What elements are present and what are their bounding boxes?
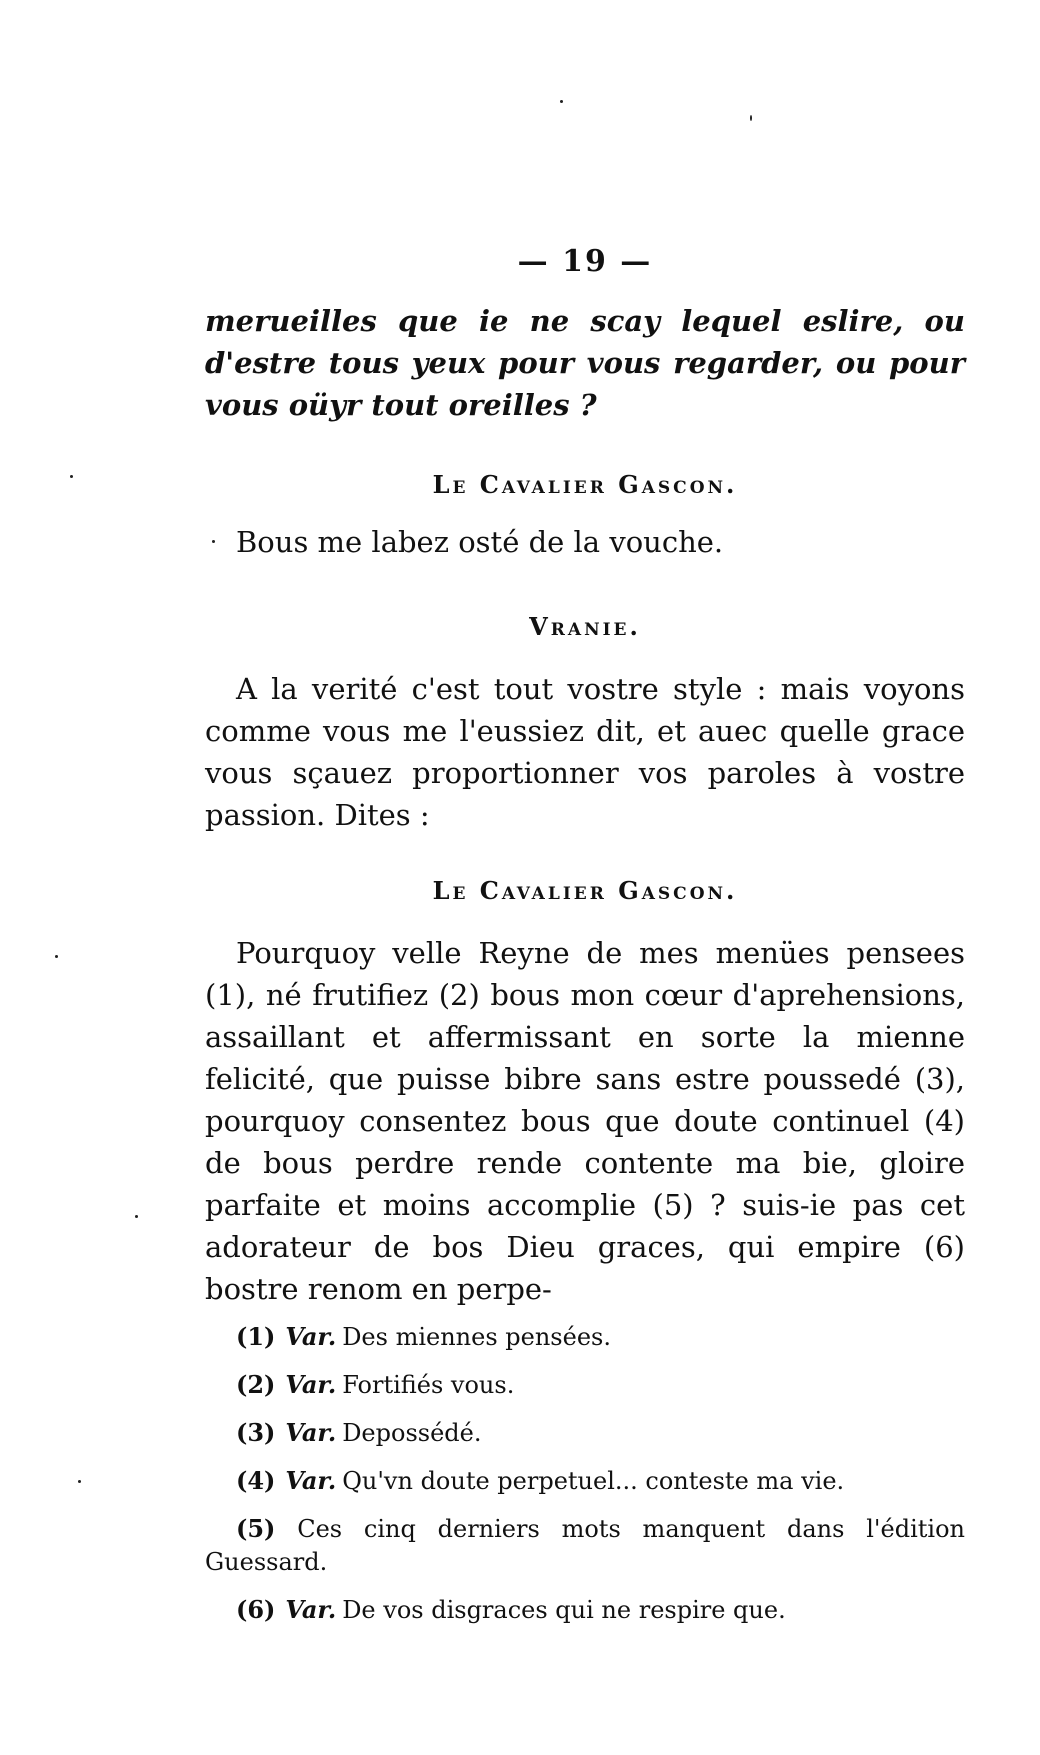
footnote	[205, 1416, 965, 1450]
footnote-number: (4)	[236, 1466, 276, 1495]
dialogue-paragraph: A la verité c'est tout vostre style : mais voyons comme vous me l'eussiez dit, et auec quelle grace vous sçauez proportionner vos paroles à vostre passion. Dites :	[205, 672, 965, 832]
opening-italic-text: merueilles que ie ne scay lequel eslire, ou d'estre tous yeux pour vous regarder, ou pour vous oüyr tout oreilles ?	[205, 304, 965, 422]
speaker-heading: Vranie.	[529, 612, 641, 641]
footnote-number: (5)	[236, 1514, 276, 1543]
footnote-number: (6)	[236, 1595, 276, 1624]
footnote-variant-label: Var.	[285, 1595, 337, 1624]
footnote	[205, 1512, 965, 1579]
scan-speck	[55, 955, 58, 958]
footnote-text: Depossédé.	[342, 1419, 482, 1447]
scan-speck	[560, 100, 563, 103]
footnote	[205, 1593, 965, 1627]
footnote-variant-label: Var.	[285, 1418, 337, 1447]
scan-speck	[78, 1480, 81, 1483]
footnote	[205, 1320, 965, 1354]
scan-speck	[135, 1215, 138, 1218]
dialogue-line: Bous me labez osté de la vouche.	[236, 525, 724, 559]
footnote-text: Des miennes pensées.	[342, 1323, 611, 1351]
footnote-text: Qu'vn doute perpetuel... conteste ma vie.	[342, 1467, 845, 1495]
footnote-variant-label: Var.	[285, 1322, 337, 1351]
speaker-heading: Le Cavalier Gascon.	[432, 876, 738, 905]
footnote-text: Fortifiés vous.	[342, 1371, 515, 1399]
footnote-number: (2)	[236, 1370, 276, 1399]
footnote-variant-label: Var.	[285, 1370, 337, 1399]
footnote	[205, 1464, 965, 1498]
footnote-text: Ces cinq derniers mots manquent dans l'édition Guessard.	[205, 1515, 965, 1576]
scan-speck	[750, 115, 752, 121]
page-number: — 19 —	[517, 244, 653, 279]
footnotes	[205, 1320, 965, 1641]
footnote-number: (1)	[236, 1322, 276, 1351]
footnote-number: (3)	[236, 1418, 276, 1447]
scan-speck	[212, 540, 215, 543]
speaker-heading: Le Cavalier Gascon.	[432, 470, 738, 499]
footnote	[205, 1368, 965, 1402]
footnote-variant-label: Var.	[285, 1466, 337, 1495]
footnote-text: De vos disgraces qui ne respire que.	[342, 1596, 786, 1624]
dialogue-paragraph: Pourquoy velle Reyne de mes menües pensees (1), né frutifiez (2) bous mon cœur d'aprehensions, assaillant et affermissant en sorte la mienne felicité, que puisse bibre sans estre poussedé (3), pourquoy consentez bous que doute continuel (4) de bous perdre rende contente ma bie, gloire parfaite et moins accomplie (5) ? suis-ie pas cet adorateur de bos Dieu graces, qui empire (6) bostre renom en perpe-	[205, 936, 965, 1306]
scan-speck	[70, 475, 73, 478]
